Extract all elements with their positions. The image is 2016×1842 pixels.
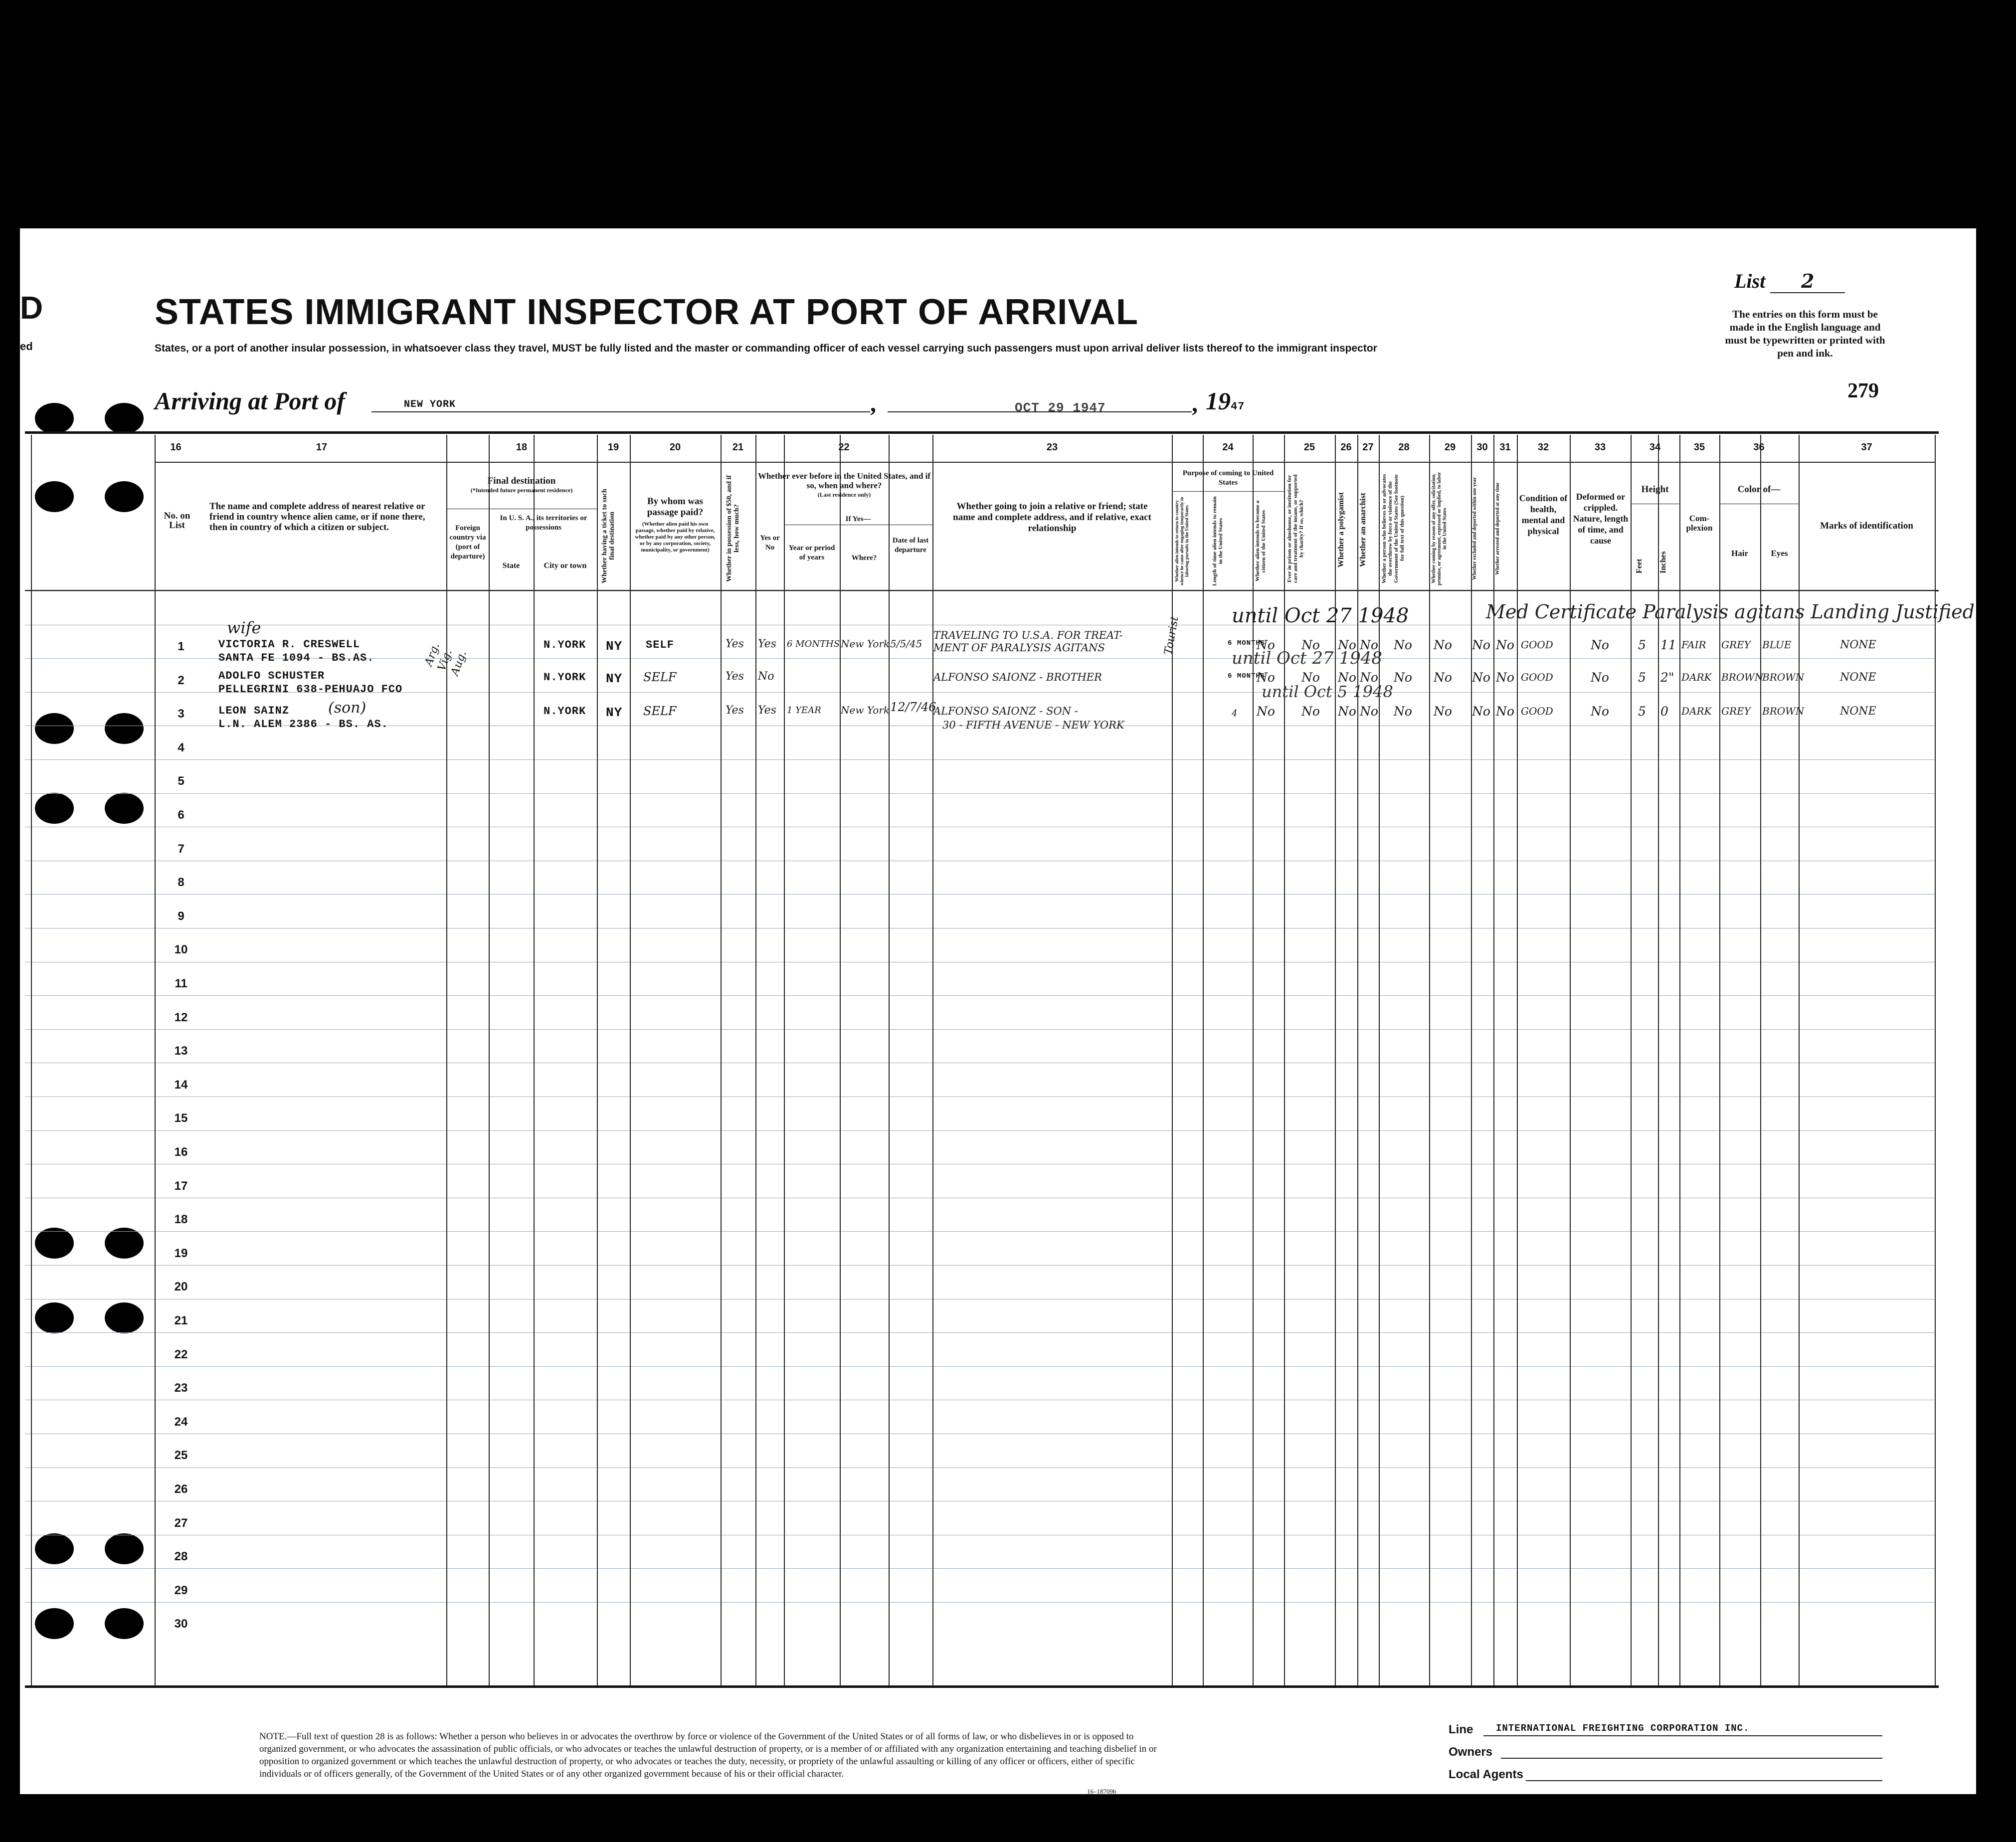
column-number: 31 bbox=[1499, 442, 1511, 453]
column-number: 25 bbox=[1303, 442, 1315, 453]
relative-name: VICTORIA R. CRESWELL bbox=[218, 638, 361, 651]
header-if-yes: If Yes— bbox=[845, 515, 871, 523]
q29: No bbox=[1434, 638, 1452, 652]
row-number: 23 bbox=[174, 1381, 188, 1395]
row-number: 30 bbox=[174, 1617, 188, 1631]
column-number: 26 bbox=[1340, 442, 1352, 453]
owners-rule bbox=[1501, 1758, 1882, 1759]
column-number: 21 bbox=[732, 442, 744, 453]
row-number: 2 bbox=[178, 673, 184, 687]
marks: NONE bbox=[1840, 639, 1876, 651]
anarchist: No bbox=[1360, 670, 1378, 685]
money: Yes bbox=[726, 670, 744, 683]
table-top-border bbox=[25, 431, 1939, 434]
q29: No bbox=[1434, 704, 1452, 719]
join-relative-2: MENT OF PARALYSIS AGITANS bbox=[933, 642, 1105, 654]
money: Yes bbox=[726, 638, 744, 650]
row-line bbox=[25, 894, 1935, 895]
form-instructions: The entries on this form must be made in the English language and must be typewritten or printed with pen and ink. bbox=[1725, 308, 1885, 359]
anarchist: No bbox=[1360, 704, 1378, 719]
dest-state: NY bbox=[606, 639, 623, 654]
list-label: List 2 bbox=[1734, 269, 1845, 293]
dest-city: N.YORK bbox=[544, 639, 586, 651]
line-label: Line bbox=[1449, 1723, 1473, 1736]
ever-before: Yes bbox=[758, 638, 776, 650]
row-line bbox=[25, 1568, 1935, 1569]
join-relative: TRAVELING TO U.S.A. FOR TREAT- bbox=[933, 629, 1123, 641]
relative-address: L.N. ALEM 2386 - BS. AS. bbox=[218, 718, 388, 731]
column-number: 24 bbox=[1222, 442, 1234, 453]
header-color-of: Color of— bbox=[1737, 484, 1781, 495]
header-condition: Condition of health, mental and physical bbox=[1519, 493, 1568, 536]
header-ever-before: Whether ever before in the United States, and if so, when and where? (Last residence only) bbox=[757, 471, 931, 498]
page-title: STATES IMMIGRANT INSPECTOR AT PORT OF ARRIVAL bbox=[155, 292, 1138, 332]
column-number: 32 bbox=[1537, 442, 1549, 453]
header-q31: Whether arrested and deported at any time bbox=[1495, 482, 1500, 575]
relative-address: PELLEGRINI 638-PEHUAJO FCO bbox=[218, 683, 403, 696]
row-number: 28 bbox=[174, 1550, 188, 1564]
header-deformed: Deformed or crippled. Nature, length of time, and cause bbox=[1573, 492, 1629, 546]
paid-by: SELF bbox=[643, 670, 677, 684]
punch-hole bbox=[105, 713, 144, 744]
prison: No bbox=[1301, 638, 1320, 652]
header-inches: Inches bbox=[1659, 551, 1667, 573]
complexion: DARK bbox=[1681, 705, 1712, 717]
q28: No bbox=[1394, 638, 1412, 652]
comma: , bbox=[870, 390, 876, 417]
polygamist: No bbox=[1338, 638, 1356, 652]
row-number: 24 bbox=[174, 1415, 188, 1429]
column-number: 16 bbox=[170, 442, 182, 453]
citizen: No bbox=[1257, 670, 1275, 685]
row-number: 14 bbox=[174, 1078, 188, 1092]
column-number: 27 bbox=[1362, 442, 1374, 453]
header-in-usa: In U. S. A., its territories or possessions bbox=[500, 514, 587, 532]
hair: GREY bbox=[1721, 639, 1751, 651]
length-of-stay: 4 bbox=[1232, 708, 1238, 719]
row-number: 26 bbox=[174, 1482, 188, 1496]
deformed: No bbox=[1591, 638, 1609, 652]
header-eyes: Eyes bbox=[1771, 549, 1788, 558]
form-code: 16–18709b bbox=[1087, 1788, 1116, 1795]
money: Yes bbox=[726, 704, 744, 717]
header-q29: Whether coming by reason of any offer, solicitation, promise, or agreement, expressed or implied, to labor in the United States bbox=[1431, 472, 1448, 585]
officer-annotation: until Oct 5 1948 bbox=[1262, 682, 1393, 701]
foreign-via: Arg. Vig. Aug. bbox=[422, 641, 469, 678]
header-hair: Hair bbox=[1731, 549, 1748, 558]
q31: No bbox=[1496, 638, 1514, 652]
punch-hole bbox=[105, 1608, 144, 1639]
row-number: 16 bbox=[174, 1145, 188, 1159]
q31: No bbox=[1496, 704, 1514, 719]
column-number: 36 bbox=[1753, 442, 1765, 453]
row-number: 1 bbox=[178, 640, 184, 653]
page-number: 279 bbox=[1847, 379, 1879, 402]
paid-by: SELF bbox=[643, 704, 677, 718]
row-number: 27 bbox=[174, 1516, 188, 1530]
header-foreign-country: Foreign country via (port of departure) bbox=[449, 524, 486, 560]
header-prison: Ever in prison or almshouse, or institution for care and treatment of the insane, or supported by charity? If so, which? bbox=[1286, 474, 1304, 583]
relative-name: ADOLFO SCHUSTER bbox=[218, 670, 325, 682]
header-purpose-citizen: Whether alien intends to become a citizen of the United States bbox=[1255, 500, 1267, 582]
column-number: 23 bbox=[1046, 442, 1058, 453]
dest-state: NY bbox=[606, 671, 623, 686]
row-number: 7 bbox=[178, 842, 184, 856]
punch-hole bbox=[105, 1533, 144, 1564]
header-polygamist: Whether a polygamist bbox=[1337, 492, 1345, 567]
marks: NONE bbox=[1840, 671, 1876, 684]
owners-label: Owners bbox=[1449, 1745, 1493, 1759]
row-line bbox=[25, 1029, 1935, 1030]
row-number: 25 bbox=[174, 1449, 188, 1463]
header-no-on-list: No. on List bbox=[164, 511, 190, 531]
row-line bbox=[25, 1130, 1935, 1131]
footnote-q28: NOTE.—Full text of question 28 is as follows: Whether a person who believes in or advocates the overthrow by force or violence of the Government of the United States or of all forms of law, or who disbelieves in or is opposed to organized government, or who advocates the assassination of public officials, or who advocates or teaches the unlawful destruction of property, or is a member of or affiliated with any organization entertaining and teaching disbelief in or opposition to organized government or which teaches the unlawful destruction of property, or who advocates or teaches the duty, necessity, or propriety of the unlawful assaulting or killing of any officer or officers, either of specific individuals or of officers generally, of the Government of the United States or of any other organized government because of his or their official character. bbox=[259, 1731, 1157, 1779]
table-bottom-border bbox=[25, 1685, 1939, 1688]
header-purpose: Purpose of coming to United States bbox=[1182, 469, 1274, 487]
agents-label: Local Agents bbox=[1449, 1768, 1523, 1781]
prison: No bbox=[1301, 704, 1320, 719]
column-number: 30 bbox=[1476, 442, 1488, 453]
row-number: 8 bbox=[178, 876, 184, 890]
left-edge-fragment: D bbox=[20, 290, 43, 326]
header-yes-or-no: Yes or No bbox=[760, 534, 780, 552]
punch-hole bbox=[105, 1302, 144, 1333]
column-number: 18 bbox=[516, 442, 528, 453]
row-number: 13 bbox=[174, 1044, 188, 1058]
column-number: 28 bbox=[1398, 442, 1410, 453]
punch-hole bbox=[35, 713, 74, 744]
row-number: 9 bbox=[178, 909, 184, 923]
header-ticket: Whether having a ticket to such final destination bbox=[601, 489, 616, 583]
year-label: 1947 bbox=[1206, 387, 1245, 415]
citizen: No bbox=[1257, 638, 1275, 652]
q29: No bbox=[1434, 670, 1452, 685]
row-line bbox=[25, 1231, 1935, 1232]
column-number-rule bbox=[155, 462, 1935, 463]
citizen: No bbox=[1257, 704, 1275, 719]
punch-hole bbox=[35, 793, 74, 824]
complexion: DARK bbox=[1681, 671, 1712, 683]
height-inches: 0 bbox=[1660, 704, 1668, 719]
row-line bbox=[25, 1602, 1935, 1603]
row-line bbox=[25, 793, 1935, 794]
punch-hole bbox=[35, 481, 74, 512]
q31: No bbox=[1496, 670, 1514, 685]
header-nearest-relative: The name and complete address of nearest relative or friend in country whence alien came, or if none there, then in country of which a citizen or subject. bbox=[209, 501, 425, 533]
period: 1 YEAR bbox=[787, 705, 821, 716]
q30: No bbox=[1472, 704, 1490, 719]
column-number: 17 bbox=[316, 442, 328, 453]
row-number: 15 bbox=[174, 1111, 188, 1125]
dest-state: NY bbox=[606, 705, 623, 720]
where: New York bbox=[841, 638, 890, 650]
row-number: 11 bbox=[175, 977, 187, 990]
relative-annotation: wife bbox=[227, 618, 261, 637]
punch-hole bbox=[35, 1608, 74, 1639]
header-purpose-return: Whether alien intends to return to country whence he came after engaging temporarily in laboring pursuits in the United States bbox=[1174, 497, 1189, 585]
page-subtitle: States, or a port of another insular possession, in whatsoever class they travel, MUST be fully listed and the master or commanding officer of each vessel carrying such passengers must upon arrival deliver lists thereof to the immigrant inspector bbox=[155, 343, 1377, 354]
polygamist: No bbox=[1338, 704, 1356, 719]
eyes: BROWN bbox=[1762, 705, 1805, 717]
column-number: 33 bbox=[1594, 442, 1606, 453]
column-number: 29 bbox=[1444, 442, 1456, 453]
officer-annotation: Med Certificate Paralysis agitans Landing Justified bbox=[1486, 601, 1975, 623]
punch-hole bbox=[35, 1228, 74, 1259]
eyes-divider bbox=[1760, 504, 1761, 590]
header-city: City or town bbox=[544, 561, 587, 570]
period: 6 MONTHS bbox=[787, 639, 840, 649]
row-number: 12 bbox=[174, 1010, 188, 1024]
header-by-whom: By whom was passage paid? (Whether alien paid his own passage, whether paid by relative, whether paid by any other person, or by any corporation, society, municipality, or government) bbox=[635, 496, 716, 553]
column-number: 37 bbox=[1861, 442, 1872, 453]
column-number: 34 bbox=[1649, 442, 1661, 453]
header-feet: Feet bbox=[1635, 558, 1644, 573]
row-line bbox=[25, 995, 1935, 996]
deformed: No bbox=[1591, 670, 1609, 685]
column-number: 20 bbox=[669, 442, 681, 453]
left-edge-fragment-text: ed bbox=[20, 340, 33, 353]
list-number: 2 bbox=[1770, 270, 1845, 293]
q30: No bbox=[1472, 638, 1490, 652]
height-feet: 5 bbox=[1638, 670, 1646, 685]
header-q28: Whether a person who believes in or advocates the overthrow by force or violence of the Government of the United States (See footnote for full text of this question) bbox=[1381, 474, 1405, 583]
condition: GOOD bbox=[1521, 705, 1553, 717]
join-relative: ALFONSO SAIONZ - BROTHER bbox=[933, 671, 1102, 683]
q28: No bbox=[1394, 670, 1412, 685]
header-final-destination: Final destination (*Intended future permanent residence) bbox=[470, 476, 573, 494]
date-departure: 5/5/45 bbox=[890, 638, 922, 650]
row-number: 22 bbox=[174, 1347, 188, 1361]
header-year-period: Year or period of years bbox=[788, 544, 835, 561]
dest-city: N.YORK bbox=[544, 705, 586, 718]
row-line bbox=[25, 1332, 1935, 1333]
join-relative-2: 30 - FIFTH AVENUE - NEW YORK bbox=[942, 719, 1124, 731]
join-relative: ALFONSO SAIONZ - SON - bbox=[933, 705, 1078, 717]
length-of-stay: 6 MONTHS bbox=[1228, 672, 1266, 680]
punch-hole bbox=[105, 481, 144, 512]
hair: BROWN bbox=[1721, 671, 1764, 683]
punch-hole bbox=[35, 403, 74, 434]
header-height: Height bbox=[1641, 484, 1669, 495]
row-line bbox=[25, 759, 1935, 760]
row-number: 29 bbox=[174, 1583, 188, 1597]
dest-city: N.YORK bbox=[544, 671, 586, 684]
condition: GOOD bbox=[1521, 639, 1553, 651]
header-q30: Whether excluded and deported within one year bbox=[1472, 477, 1477, 580]
punch-hole bbox=[35, 1533, 74, 1564]
deformed: No bbox=[1591, 704, 1609, 719]
column-number: 19 bbox=[607, 442, 619, 453]
height-inches: 2" bbox=[1660, 670, 1674, 685]
row-number: 17 bbox=[174, 1179, 188, 1193]
paid-by: SELF bbox=[646, 639, 674, 651]
punch-hole bbox=[35, 1302, 74, 1333]
ever-before: No bbox=[758, 670, 774, 683]
height-feet: 5 bbox=[1638, 704, 1646, 719]
comma: , bbox=[1192, 390, 1198, 417]
condition: GOOD bbox=[1521, 671, 1553, 683]
header-anarchist: Whether an anarchist bbox=[1359, 493, 1367, 567]
line-rule bbox=[1483, 1735, 1882, 1736]
column-number: 22 bbox=[838, 442, 850, 453]
polygamist: No bbox=[1338, 670, 1356, 685]
length-handwritten: until Oct 27 1948 bbox=[1232, 604, 1409, 627]
eyes: BROWN bbox=[1762, 671, 1805, 683]
row-number: 19 bbox=[174, 1246, 188, 1260]
relative-name: LEON SAINZ bbox=[218, 705, 290, 717]
header-join-relative: Whether going to join a relative or friend; state name and complete address, and if relative, exact relationship bbox=[953, 501, 1151, 534]
prison: No bbox=[1301, 670, 1320, 685]
column-number: 35 bbox=[1693, 442, 1705, 453]
row-line bbox=[25, 1265, 1935, 1266]
ever-before: Yes bbox=[758, 704, 776, 717]
height-feet: 5 bbox=[1638, 638, 1646, 652]
punch-hole bbox=[105, 403, 144, 434]
relative-annotation: (son) bbox=[328, 699, 367, 717]
manifest-sheet bbox=[20, 228, 1976, 1794]
row-number: 10 bbox=[174, 943, 188, 957]
hair: GREY bbox=[1721, 705, 1751, 717]
header-marks: Marks of identification bbox=[1820, 521, 1913, 531]
marks: NONE bbox=[1840, 705, 1876, 718]
height-inches: 11 bbox=[1660, 638, 1676, 652]
port-value: NEW YORK bbox=[404, 399, 456, 410]
anarchist: No bbox=[1360, 638, 1378, 652]
punch-hole bbox=[105, 1228, 144, 1259]
header-purpose-length: Length of time alien intends to remain in the United States bbox=[1212, 496, 1224, 586]
purpose: Tourist bbox=[1162, 615, 1181, 656]
header-complexion: Com-plexion bbox=[1686, 514, 1713, 533]
q28: No bbox=[1394, 704, 1412, 719]
purpose-rule bbox=[1172, 491, 1284, 492]
row-number: 20 bbox=[174, 1280, 188, 1294]
header-money: Whether in possession of $50, and if less, how much? bbox=[726, 475, 740, 582]
officer-annotation: until Oct 27 1948 bbox=[1232, 648, 1382, 668]
where: New York bbox=[841, 704, 890, 716]
punch-hole bbox=[105, 793, 144, 824]
eyes: BLUE bbox=[1762, 639, 1792, 651]
q30: No bbox=[1472, 670, 1490, 685]
row-number: 5 bbox=[178, 774, 184, 788]
row-number: 21 bbox=[174, 1314, 188, 1327]
header-state: State bbox=[502, 561, 520, 570]
relative-address: SANTA FE 1094 - BS.AS. bbox=[218, 652, 374, 664]
port-line bbox=[371, 411, 870, 412]
port-label: Arriving at Port of bbox=[155, 387, 345, 415]
row-number: 3 bbox=[178, 707, 184, 721]
length-of-stay: 6 MONTHS bbox=[1228, 639, 1266, 647]
complexion: FAIR bbox=[1681, 639, 1706, 651]
row-number: 6 bbox=[178, 808, 184, 822]
header-date-departure: Date of last departure bbox=[892, 537, 929, 554]
agents-rule bbox=[1526, 1780, 1882, 1781]
row-number: 4 bbox=[178, 740, 184, 754]
row-number: 18 bbox=[174, 1213, 188, 1227]
date-departure: 12/7/46 bbox=[890, 700, 936, 714]
line-value: INTERNATIONAL FREIGHTING CORPORATION INC. bbox=[1496, 1723, 1750, 1734]
row-line bbox=[25, 1366, 1935, 1367]
arrival-date: OCT 29 1947 bbox=[1015, 400, 1106, 415]
header-where: Where? bbox=[851, 554, 877, 562]
